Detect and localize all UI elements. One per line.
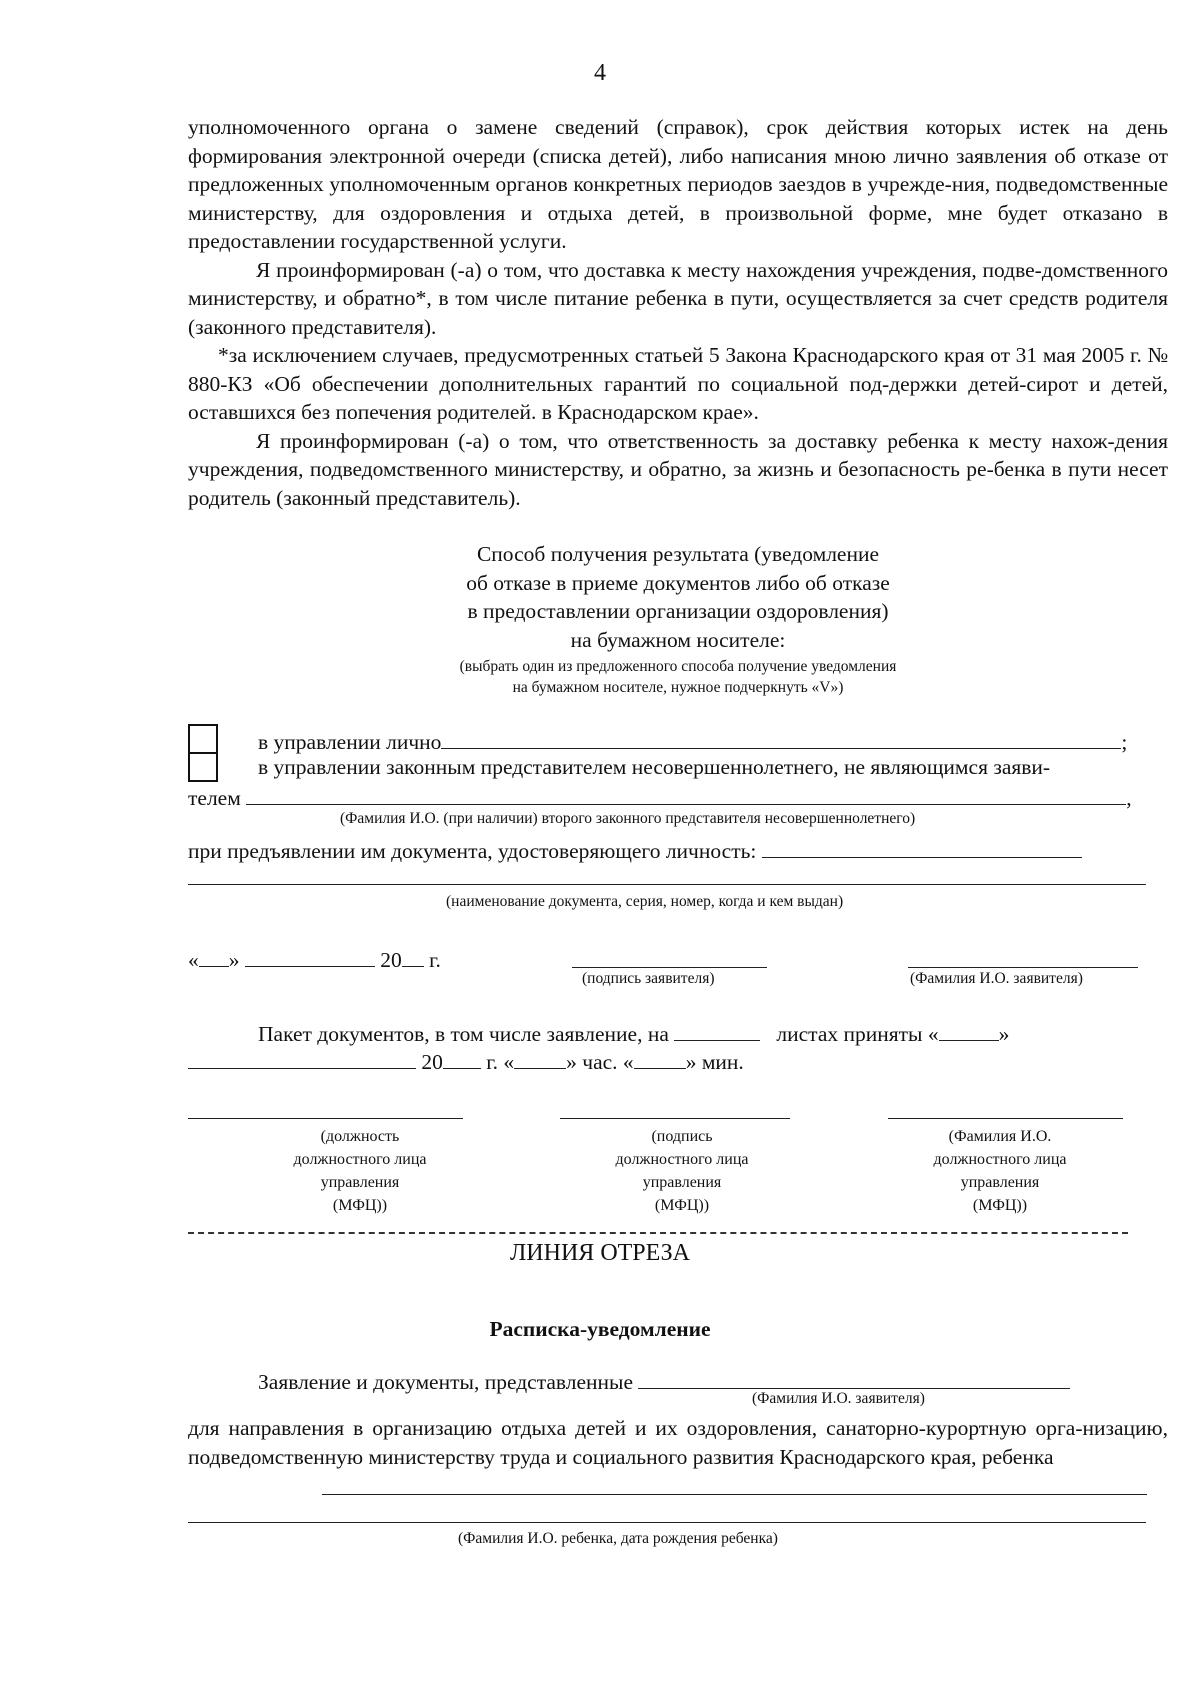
receipt-child-caption: (Фамилия И.О. ребенка, дата рождения ребенка) xyxy=(458,1530,778,1547)
receipt-title: Расписка-уведомление xyxy=(489,1317,711,1341)
date-quote: « xyxy=(188,948,199,972)
year-suffix: г. xyxy=(429,948,441,972)
caption-line: управления xyxy=(960,1174,1040,1191)
personally-field[interactable] xyxy=(441,726,1121,749)
year-field[interactable] xyxy=(402,944,424,967)
paragraph-exception: *за исключением случаев, предусмотренных статьей 5 Закона Краснодарского края от 31 мая 2005 г. № 880-КЗ «Об обеспечении дополнительных гарантий по социальной под-держки детей-сирот и детей, оставшихся без попечения родителей. в Краснодарском крае». xyxy=(188,343,1168,424)
method-title-line: на бумажном носителе: xyxy=(570,627,786,652)
date-row xyxy=(188,944,441,973)
caption-line: (МФЦ)) xyxy=(972,1197,1028,1214)
package-row xyxy=(258,1018,1009,1047)
option-representative-label: в управлении законным представителем несовершеннолетнего, не являющимся заяви- xyxy=(258,755,1051,779)
official-signature-caption xyxy=(572,1125,792,1217)
checkbox-personally[interactable] xyxy=(188,724,218,754)
id-document-field-line2[interactable] xyxy=(188,884,1146,885)
method-note-line: (выбрать один из предложенного способа получение уведомления xyxy=(459,658,897,675)
applicant-name-caption: (Фамилия И.О. заявителя) xyxy=(910,970,1083,987)
applicant-name-line[interactable] xyxy=(908,967,1138,968)
month-field[interactable] xyxy=(245,944,375,967)
package-text: листах приняты « xyxy=(776,1022,939,1046)
caption-line: (МФЦ)) xyxy=(332,1197,388,1214)
accepted-month-field[interactable] xyxy=(188,1046,416,1069)
intro-text xyxy=(188,113,1168,512)
caption-line: должностного лица xyxy=(615,1151,749,1168)
caption-line: (подпись xyxy=(651,1128,713,1145)
caption-line: (должность xyxy=(320,1128,400,1145)
cut-line xyxy=(188,1232,1128,1234)
paragraph-refusal: уполномоченного органа о замене сведений (справок), срок действия которых истек на день формирования электронной очереди (списка детей), либо написания мною лично заявления об отказе от предложенных уполномоченным органов конкретных периодов заездов в учрежде-ния, подведомственные министерству, для оздоровления и отдыха детей, в произвольной форме, мне будет отказано в предоставлении государственной услуги. xyxy=(188,115,1168,253)
page-number: 4 xyxy=(594,60,606,86)
caption-line: должностного лица xyxy=(933,1151,1067,1168)
caption-line: должностного лица xyxy=(293,1151,427,1168)
package-year: 20 xyxy=(421,1050,443,1074)
method-note xyxy=(188,656,1168,698)
paragraph-delivery: Я проинформирован (-а) о том, что доставка к месту нахождения учреждения, подве-домственного министерству, и обратно*, в том числе питание ребенка в пути, осуществляется за счет средств родителя (законного представителя). xyxy=(188,257,1168,339)
official-name-caption xyxy=(890,1125,1110,1217)
date-quote: » xyxy=(228,948,240,972)
applicant-signature-line[interactable] xyxy=(572,967,767,968)
receipt-purpose: для направления в организацию отдыха детей и их оздоровления, санаторно-курортную орга-низацию, подведомственную министерству труда и социального развития Краснодарского края, ребенка xyxy=(188,1416,1168,1469)
id-document-field[interactable] xyxy=(762,835,1082,858)
method-title-line: об отказе в приеме документов либо об отказе xyxy=(466,570,890,595)
minutes-field[interactable] xyxy=(634,1046,686,1069)
package-text: » час. « xyxy=(566,1050,634,1074)
package-row-2 xyxy=(188,1046,744,1075)
official-position-caption xyxy=(250,1125,470,1217)
option-representative-cont xyxy=(188,782,1132,811)
method-title-line: в предоставлении организации оздоровления) xyxy=(467,599,889,623)
method-title-line: Способ получения результата (уведомление xyxy=(476,542,880,566)
id-document-caption: (наименование документа, серия, номер, когда и кем выдан) xyxy=(446,893,844,910)
receipt-purpose-text xyxy=(188,1414,1168,1471)
day-field[interactable] xyxy=(199,944,229,967)
official-signature-line[interactable] xyxy=(560,1118,790,1119)
representative-caption: (Фамилия И.О. (при наличии) второго законного представителя несовершеннолетнего) xyxy=(340,810,916,827)
applicant-signature-caption: (подпись заявителя) xyxy=(582,970,715,987)
official-name-line[interactable] xyxy=(888,1118,1123,1119)
receipt-applicant-row xyxy=(258,1366,1070,1395)
id-document-label: при предъявлении им документа, удостоверяющего личность: xyxy=(188,839,757,863)
cut-line-label: ЛИНИЯ ОТРЕЗА xyxy=(510,1240,690,1266)
representative-name-field[interactable] xyxy=(246,782,1126,805)
package-text: Пакет документов, в том числе заявление, на xyxy=(258,1022,669,1046)
receipt-text: Заявление и документы, представленные xyxy=(258,1370,634,1394)
option-end: ; xyxy=(1121,730,1128,754)
package-text: г. « xyxy=(486,1050,515,1074)
receipt-applicant-field[interactable] xyxy=(638,1366,1070,1389)
method-title xyxy=(188,540,1168,654)
caption-line: управления xyxy=(320,1174,400,1191)
option-personally-label: в управлении лично xyxy=(258,730,442,754)
hours-field[interactable] xyxy=(514,1046,566,1069)
caption-line: управления xyxy=(642,1174,722,1191)
official-position-line[interactable] xyxy=(188,1118,463,1119)
checkbox-representative[interactable] xyxy=(188,752,218,782)
option-end: , xyxy=(1126,786,1132,810)
option-personally xyxy=(258,726,1127,755)
accepted-day-field[interactable] xyxy=(939,1018,999,1041)
method-note-line: на бумажном носителе, нужное подчеркнуть «V») xyxy=(512,679,844,696)
option-cont-text: телем xyxy=(188,786,241,810)
package-text: » мин. xyxy=(685,1050,744,1074)
package-text: » xyxy=(998,1022,1010,1046)
caption-line: (Фамилия И.О. xyxy=(948,1128,1052,1145)
sheets-field[interactable] xyxy=(674,1018,760,1041)
accepted-year-field[interactable] xyxy=(443,1046,481,1069)
caption-line: (МФЦ)) xyxy=(654,1197,710,1214)
id-document-row xyxy=(188,835,1082,864)
year-label: 20 xyxy=(380,948,402,972)
receipt-child-field-line2[interactable] xyxy=(188,1522,1146,1523)
receipt-applicant-caption: (Фамилия И.О. заявителя) xyxy=(752,1390,925,1407)
paragraph-responsibility: Я проинформирован (-а) о том, что ответственность за доставку ребенка к месту нахож-дения учреждения, подведомственного министерству, и обратно, за жизнь и безопасность ре-бенка в пути несет родитель (законный представитель). xyxy=(188,428,1168,510)
receipt-child-field[interactable] xyxy=(322,1494,1147,1495)
